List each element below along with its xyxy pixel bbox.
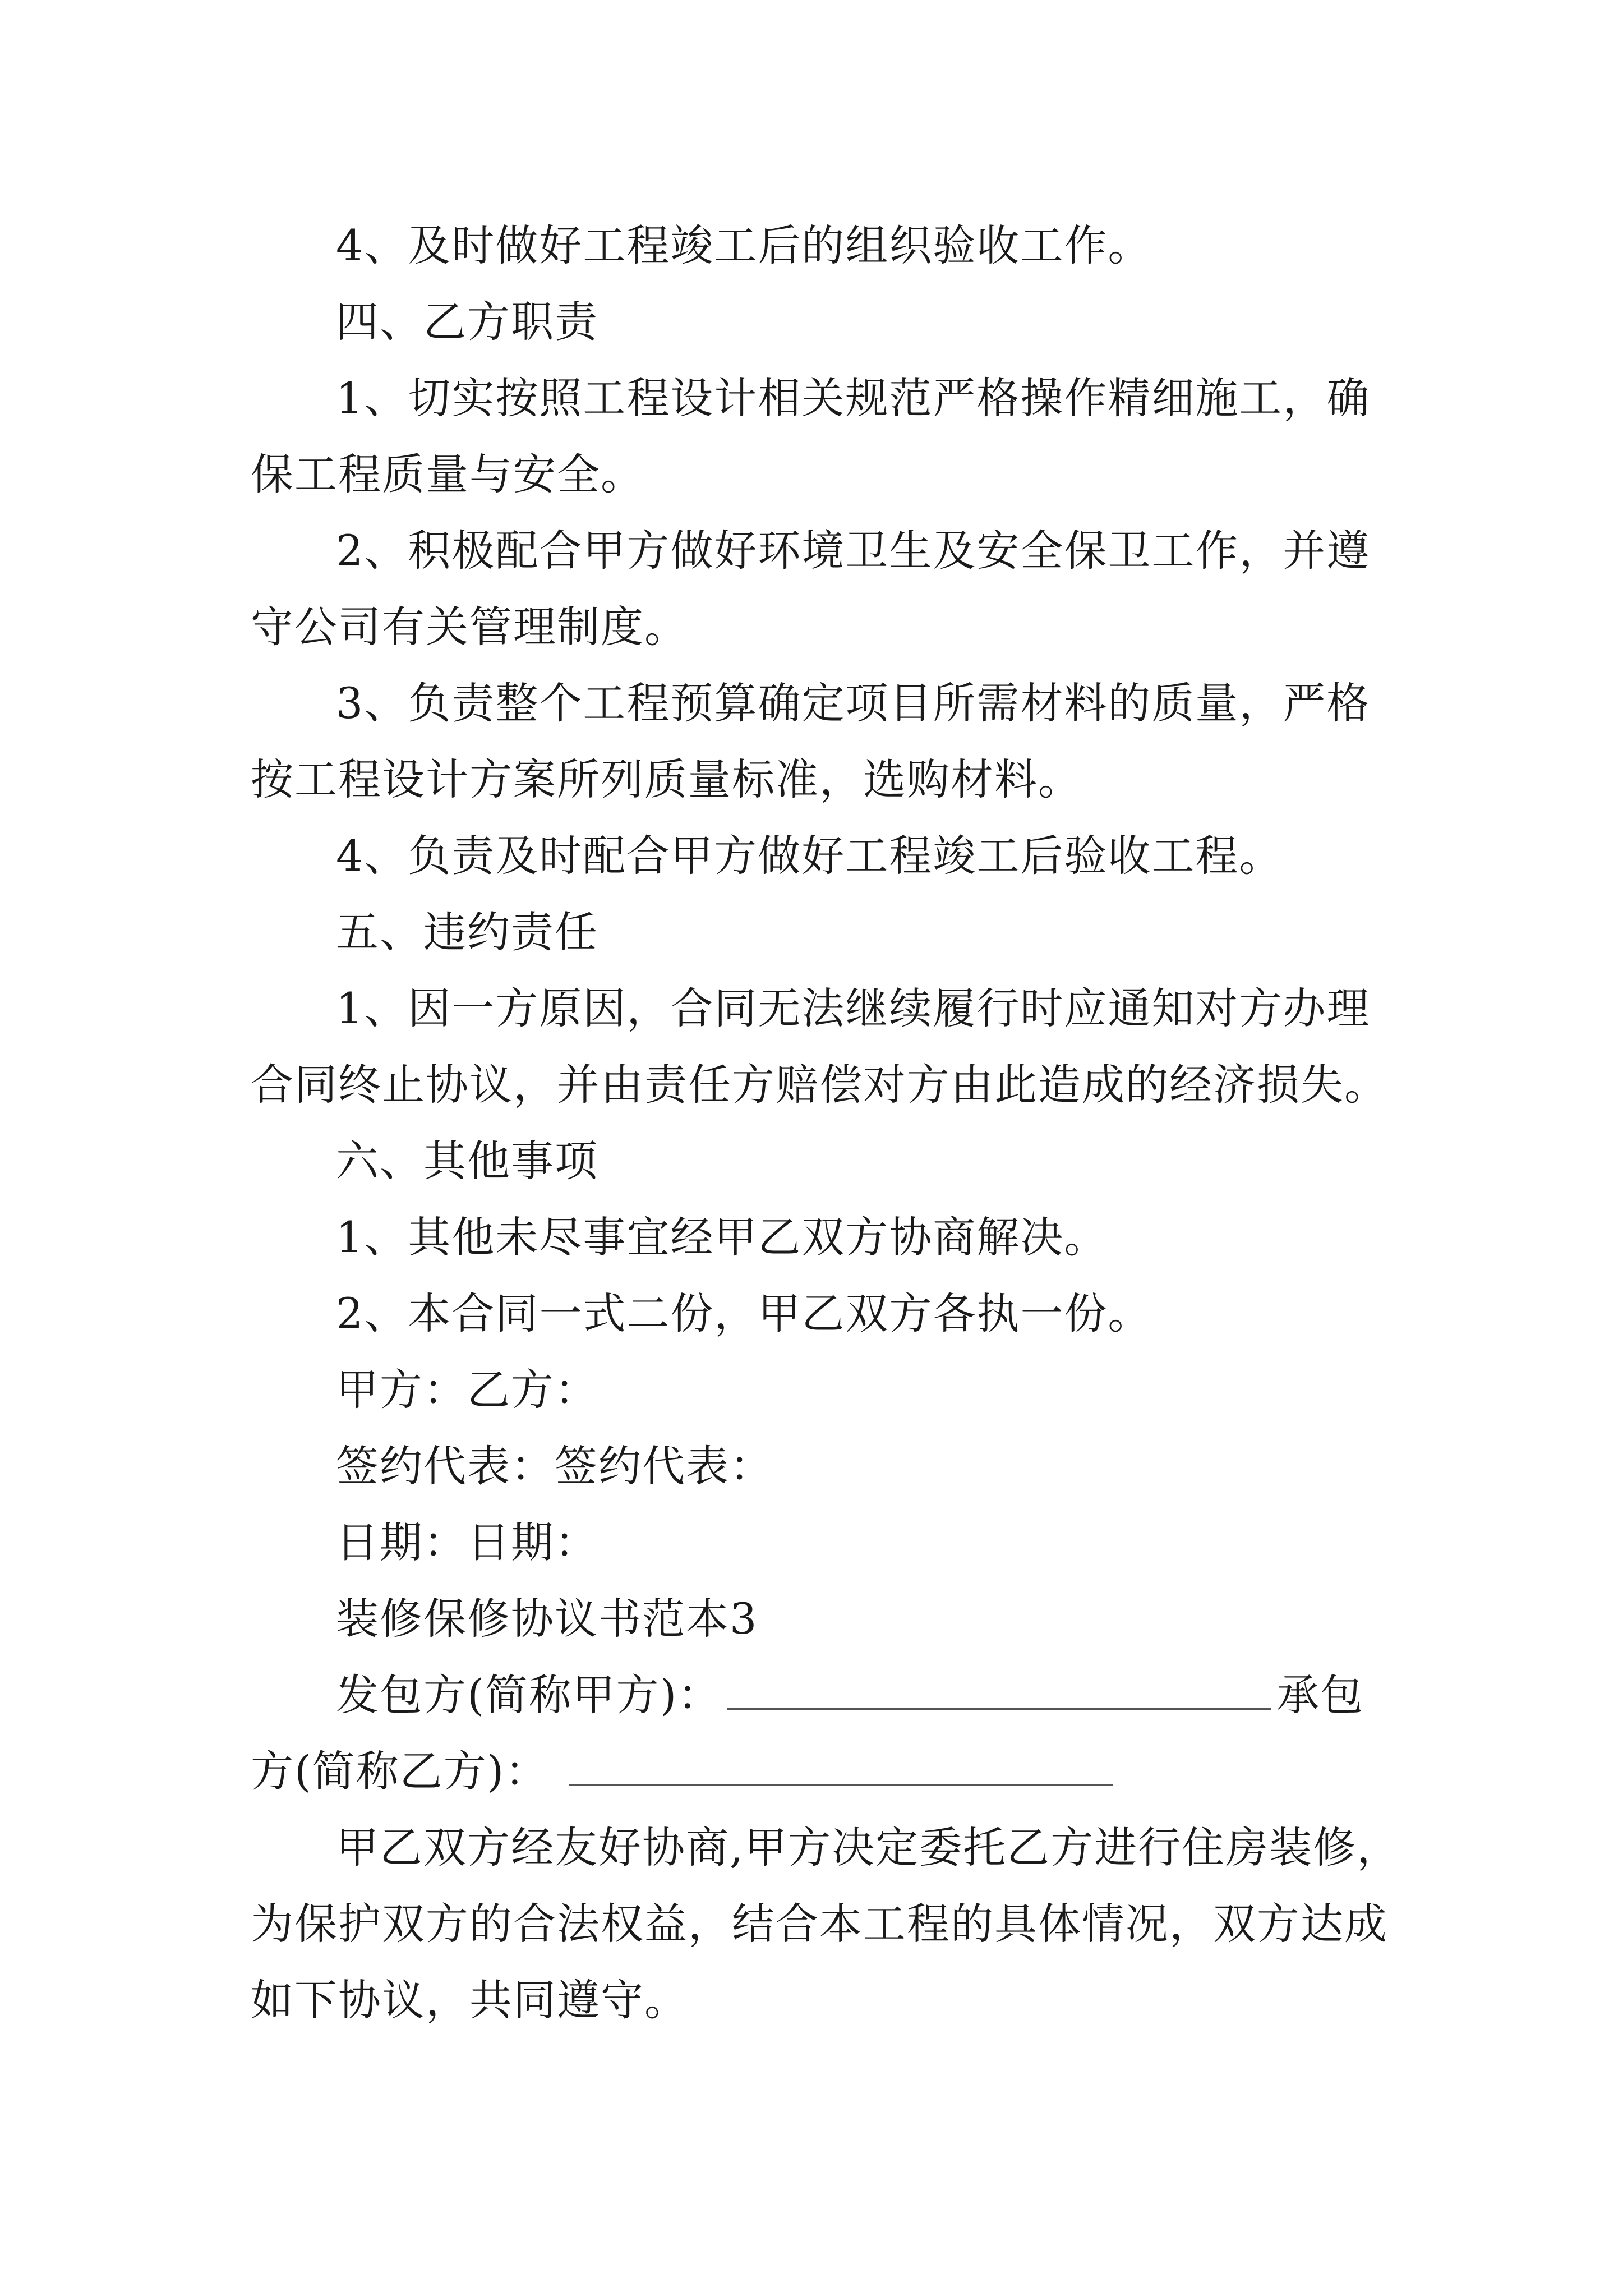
party-b-blank xyxy=(569,1744,1113,1786)
clause-4-2-line-1: 2、积极配合甲方做好环境卫生及安全保卫工作，并遵 xyxy=(336,526,1371,576)
heading-other-matters: 六、其他事项 xyxy=(336,1136,598,1186)
clause-4-2-line-2: 守公司有关管理制度。 xyxy=(251,602,688,652)
clause-4-3-line-2: 按工程设计方案所列质量标准，选购材料。 xyxy=(251,754,1082,804)
clause-6-2: 2、本合同一式二份，甲乙双方各执一份。 xyxy=(336,1289,1152,1338)
intro-line-2: 为保护双方的合法权益，结合本工程的具体情况，双方达成 xyxy=(251,1899,1388,1949)
party-b-label: 方(简称乙方)： xyxy=(251,1746,549,1796)
section-title: 装修保修协议书范本3 xyxy=(336,1594,758,1644)
party-b-prefix: 承包 xyxy=(1276,1670,1364,1720)
clause-4-4: 4、负责及时配合甲方做好工程竣工后验收工程。 xyxy=(336,831,1283,881)
heading-party-b-duties: 四、乙方职责 xyxy=(336,297,598,347)
party-a-label: 发包方(简称甲方)： xyxy=(336,1670,722,1720)
clause-3-4: 4、及时做好工程竣工后的组织验收工作。 xyxy=(336,220,1152,270)
clause-4-3-line-1: 3、负责整个工程预算确定项目所需材料的质量，严格 xyxy=(336,678,1371,728)
intro-line-3: 如下协议，共同遵守。 xyxy=(251,1975,688,2025)
signature-representatives: 签约代表：签约代表： xyxy=(336,1441,773,1491)
party-a-line xyxy=(251,1657,1398,1733)
document-body xyxy=(251,208,1401,2039)
clause-4-1-line-2: 保工程质量与安全。 xyxy=(251,449,644,499)
clause-5-1-line-2: 合同终止协议，并由责任方赔偿对方由此造成的经济损失。 xyxy=(251,1060,1388,1110)
party-b-line xyxy=(251,1733,1398,1810)
intro-line-1: 甲乙双方经友好协商,甲方决定委托乙方进行住房装修， xyxy=(336,1823,1401,1872)
heading-liability: 五、违约责任 xyxy=(336,907,598,957)
party-a-blank xyxy=(727,1668,1271,1710)
clause-4-1-line-1: 1、切实按照工程设计相关规范严格操作精细施工，确 xyxy=(336,373,1371,423)
clause-5-1-line-1: 1、因一方原因，合同无法继续履行时应通知对方办理 xyxy=(336,983,1371,1033)
signature-dates: 日期：日期： xyxy=(336,1517,598,1567)
clause-6-1: 1、其他未尽事宜经甲乙双方协商解决。 xyxy=(336,1212,1108,1262)
signature-parties: 甲方：乙方： xyxy=(336,1365,598,1415)
